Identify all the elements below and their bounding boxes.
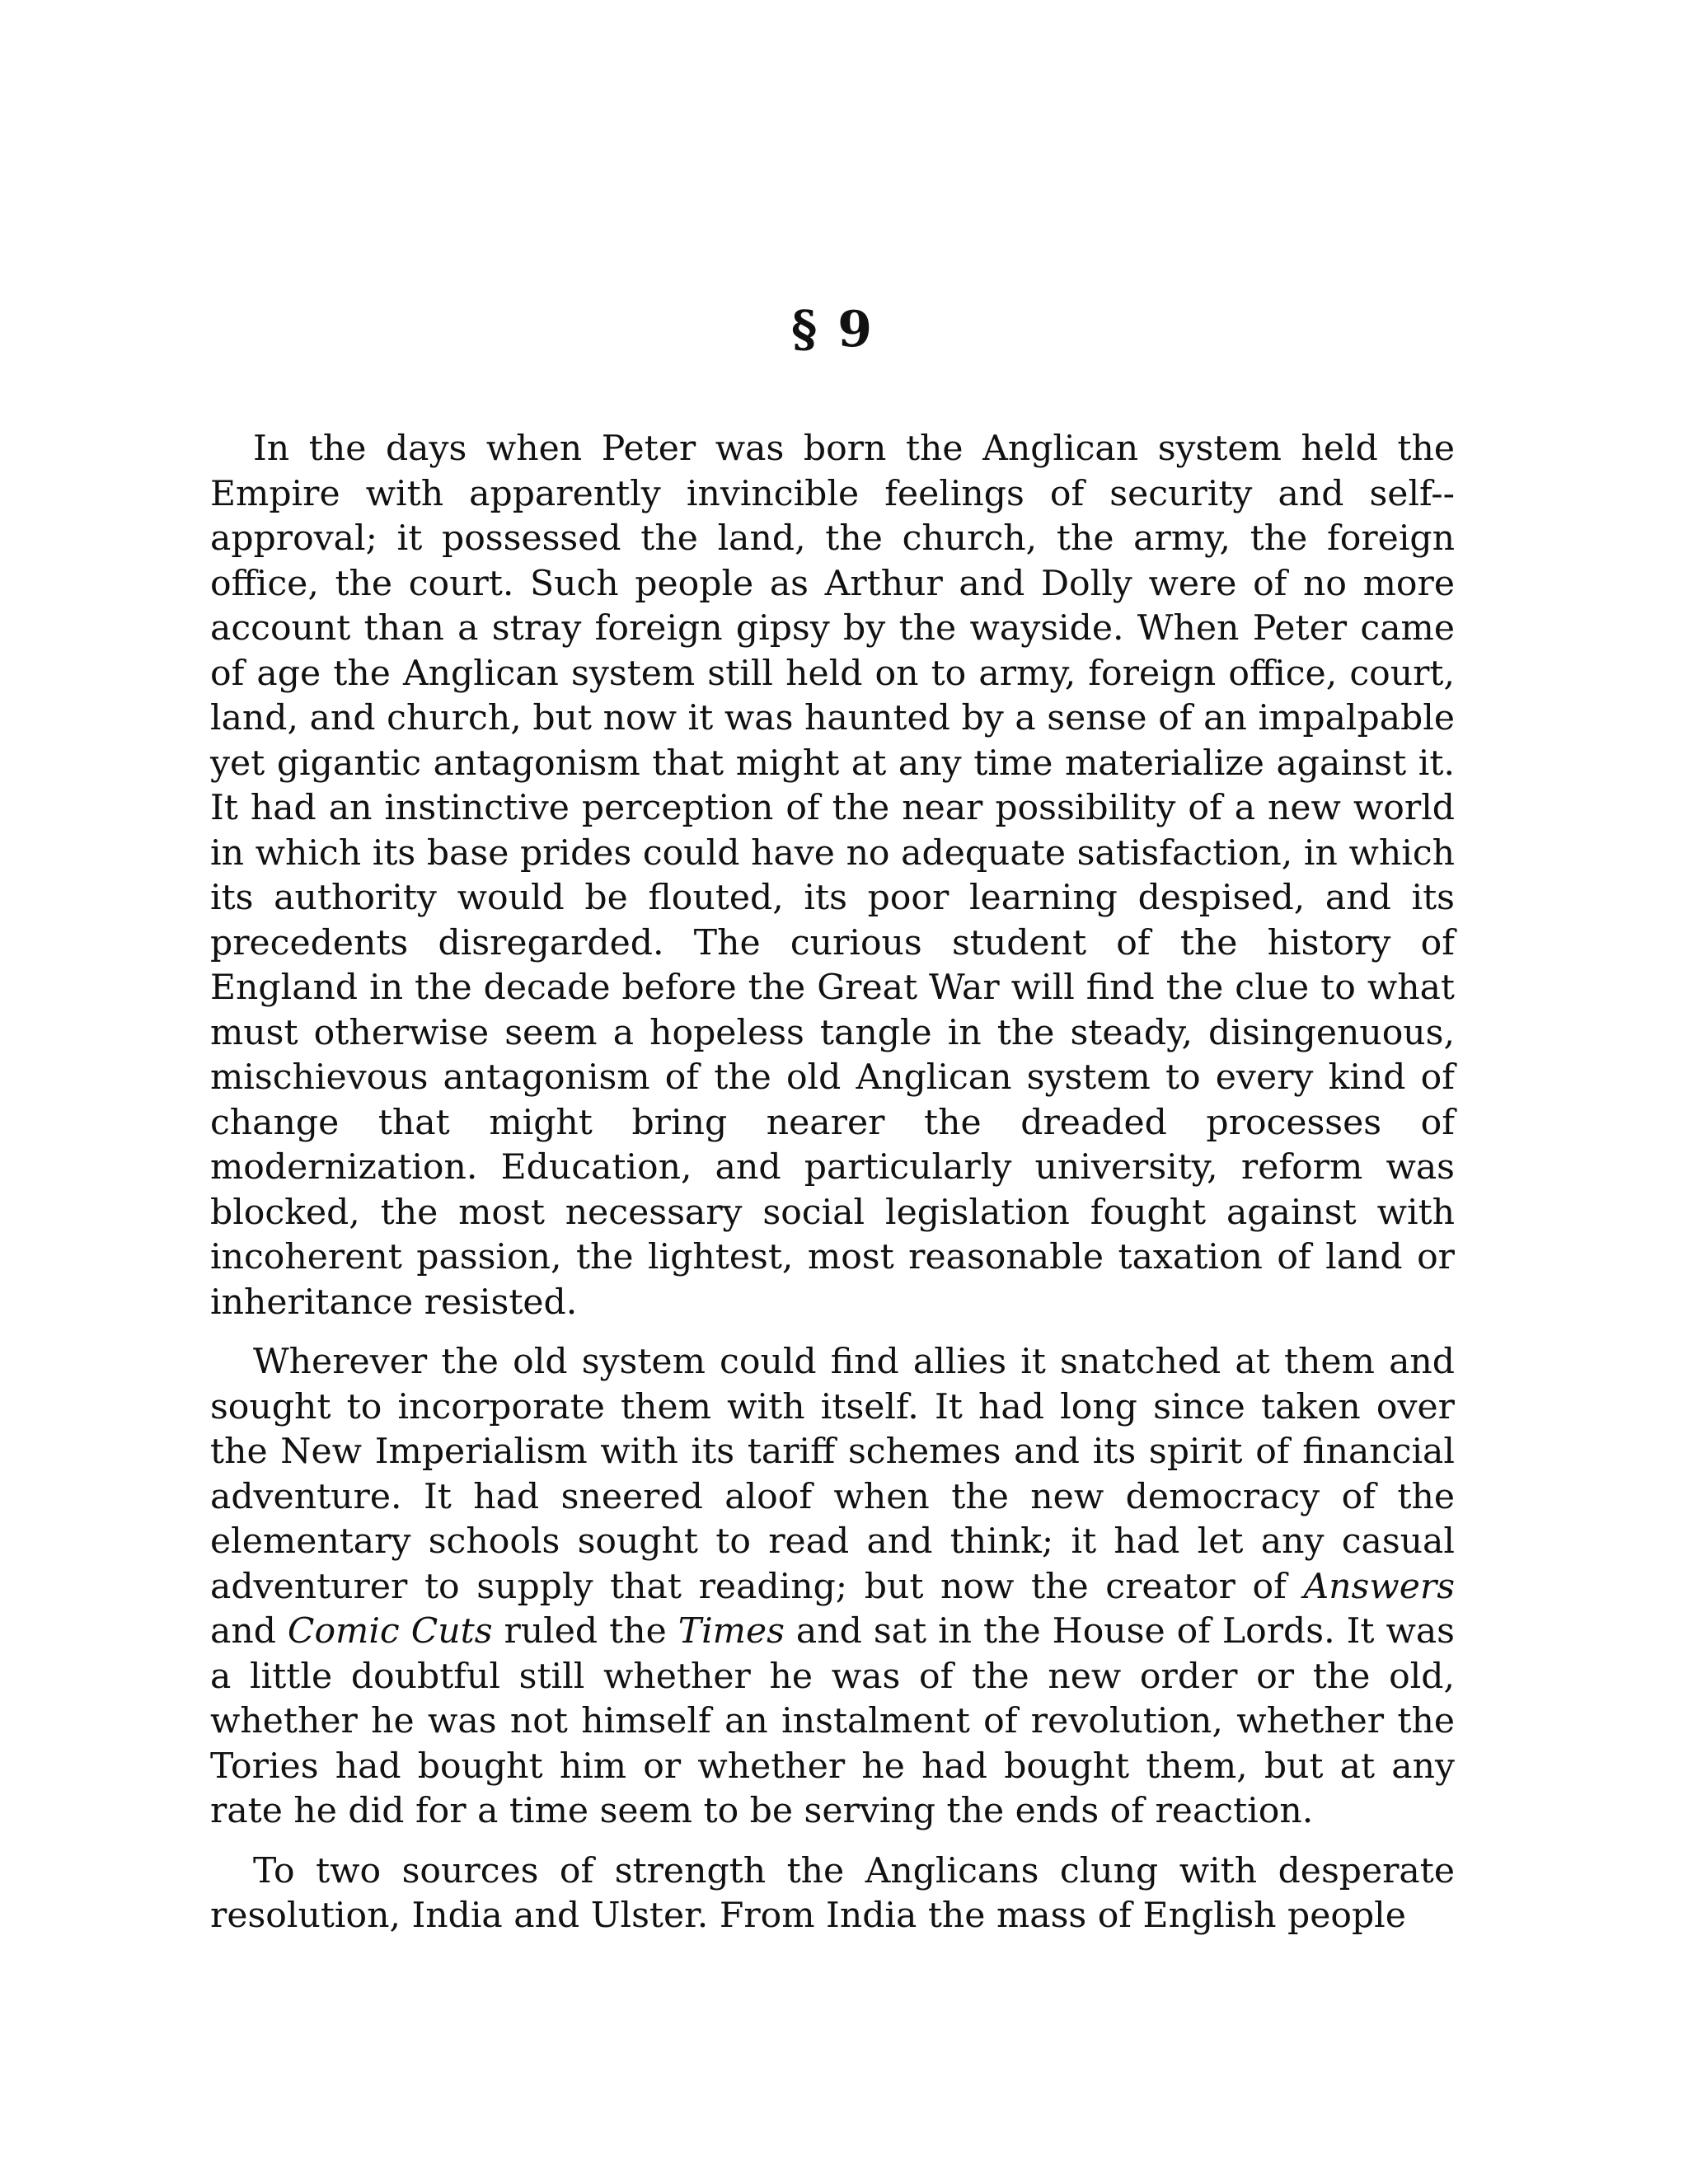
section-heading: § 9 [790, 301, 874, 359]
paragraph-2-text: and sat in the House of Lords. It was a little doubtful still whether he was of the new order or the old, whether he was not himself an instalment of revolution, whether the Tories had bought him or whether he had bought them, but at any rate he did for a time seem to be serving the ends of reaction. [210, 1611, 1455, 1831]
paragraph-3 [210, 1849, 1455, 1939]
paragraph-1 [210, 427, 1455, 1325]
paragraph-2-text: ruled the [492, 1611, 678, 1652]
paragraph-2 [210, 1340, 1455, 1835]
title-times: Times [678, 1611, 785, 1652]
text-column [210, 301, 1455, 1954]
title-comic-cuts: Comic Cuts [287, 1611, 493, 1652]
paragraph-3-text: To two sources of strength the Anglicans clung with desperate resolution, India and Ulster. From India the mass of English people [210, 1850, 1455, 1936]
title-answers: Answers [1303, 1566, 1455, 1607]
paragraph-1-text: In the days when Peter was born the Anglican system held the Empire with apparently invincible feelings of security and self-approval; it possessed the land, the church, the army, the foreign office, the court. Such people as Arthur and Dolly were of no more account than a stray foreign gipsy by the wayside. When Peter came of age the Anglican system still held on to army, foreign office, court, land, and church, but now it was haunted by a sense of an impalpable yet gigantic antagonism that might at any time materialize against it. It had an instinctive perception of the near possibility of a new world in which its base prides could have no adequate satisfaction, in which its authority would be flouted, its poor learning despised, and its precedents disregarded. The curious student of the history of England in the decade before the Great War will find the clue to what must otherwise seem a hopeless tangle in the steady, disingenuous, mischievous antagonism of the old Anglican system to every kind of change that might bring nearer the dreaded processes of modernization. Education, and particularly university, reform was blocked, the most necessary social legislation fought against with incoherent passion, the lightest, most reasonable taxation of land or inheritance resisted. [210, 429, 1455, 1323]
paragraph-2-text: and [210, 1611, 288, 1652]
paragraph-2-text: Wherever the old system could find allies it snatched at them and sought to incorporate them with itself. It had long since taken over the New Imperialism with its tariff schemes and its spirit of financial adventure. It had sneered aloof when the new democracy of the elementary schools sought to read and think; it had let any casual adventurer to supply that reading; but now the creator of [210, 1342, 1455, 1607]
